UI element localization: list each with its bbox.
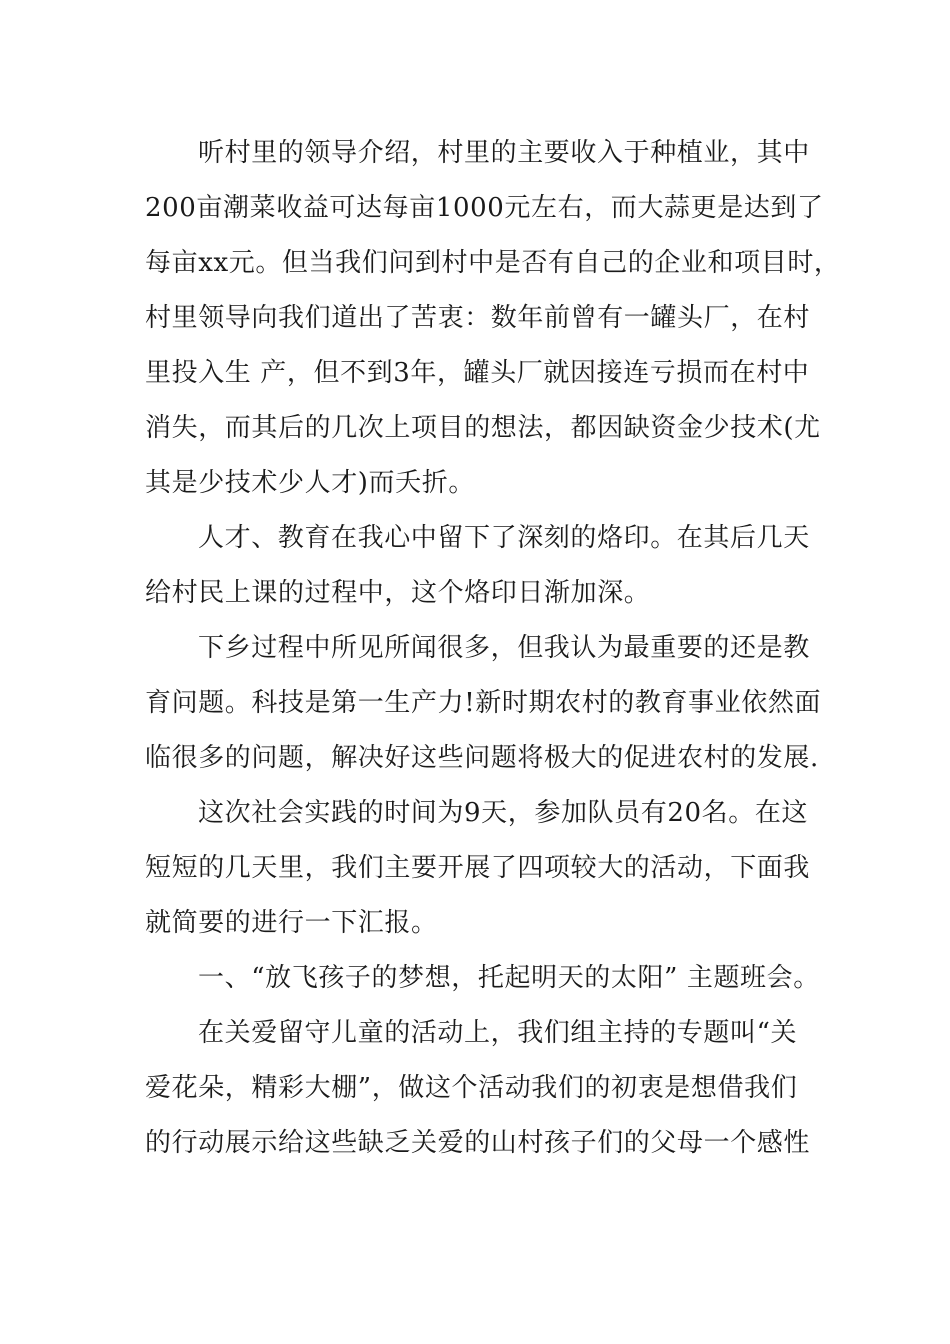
text-line: 一、“放飞孩子的梦想，托起明天的太阳” 主题班会。 [198, 963, 820, 993]
text-line: 人才、教育在我心中留下了深刻的烙印。在其后几天 [198, 523, 810, 553]
text-line: 消失，而其后的几次上项目的想法，都因缺资金少技术(尤 [145, 413, 821, 443]
paragraph-village-income [145, 126, 841, 511]
text-line: 爱花朵，精彩大棚”，做这个活动我们的初衷是想借我们 [145, 1073, 798, 1103]
text-line: 每亩xx元。但当我们问到村中是否有自己的企业和项目时， [145, 248, 841, 278]
text-line: 临很多的问题，解决好这些问题将极大的促进农村的发展. [145, 743, 819, 773]
paragraph-talent-education [145, 511, 810, 621]
text-line: 育问题。科技是第一生产力!新时期农村的教育事业依然面 [145, 688, 822, 718]
text-line: 其是少技术少人才)而夭折。 [145, 468, 475, 498]
text-line: 短短的几天里，我们主要开展了四项较大的活动，下面我 [145, 853, 811, 883]
text-line: 就简要的进行一下汇报。 [145, 908, 438, 938]
text-line: 下乡过程中所见所闻很多，但我认为最重要的还是教 [198, 633, 810, 663]
text-line: 在关爱留守儿童的活动上，我们组主持的专题叫“关 [198, 1018, 798, 1048]
text-line: 听村里的领导介绍，村里的主要收入于种植业，其中 [198, 138, 810, 168]
document-body [145, 126, 841, 1171]
text-line: 的行动展示给这些缺乏关爱的山村孩子们的父母一个感性 [145, 1128, 811, 1158]
text-line: 这次社会实践的时间为9天，参加队员有20名。在这 [198, 798, 809, 828]
paragraph-practice-summary [145, 786, 810, 951]
text-line: 给村民上课的过程中，这个烙印日渐加深。 [145, 578, 651, 608]
paragraph-education-problem [145, 621, 822, 786]
text-line: 里投入生 产，但不到3年，罐头厂就因接连亏损而在村中 [145, 358, 810, 388]
text-line: 200亩潮菜收益可达每亩1000元左右，而大蒜更是达到了 [145, 193, 824, 223]
section-heading-class-meeting [145, 951, 820, 1006]
paragraph-left-behind-children [145, 1006, 810, 1171]
text-line: 村里领导向我们道出了苦衷：数年前曾有一罐头厂，在村 [145, 303, 811, 333]
